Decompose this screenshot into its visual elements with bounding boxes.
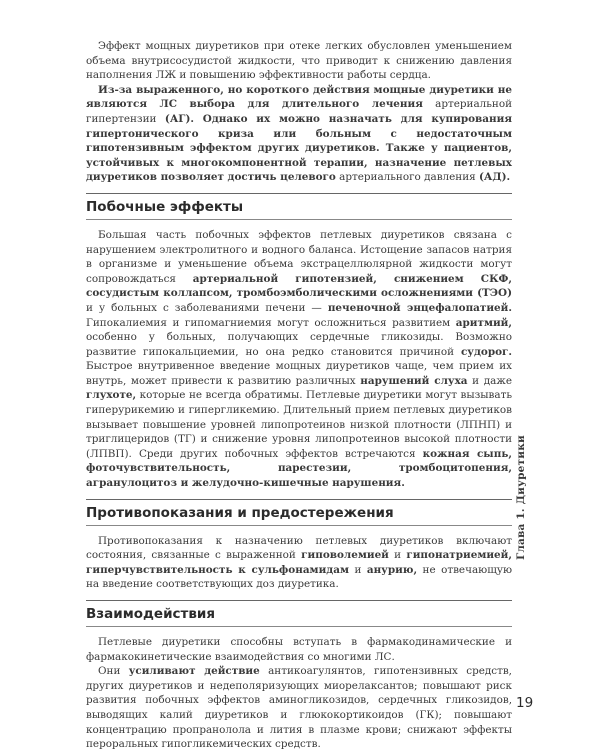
text-run: которые не всегда обратимы. Петлевые диуретики могут вызывать гиперурикемию и гипергликемию. Длительный прием петлевых диуретиков вызывает повышение уровней липопротеинов низкой плотности (ЛПНП) и триглицеридов (ТГ) и снижение уровня липопротеинов высокой плотности (ЛПВП). Среди других побочных эффектов встречаются (86, 389, 512, 460)
bold-run: усиливают действие (128, 665, 260, 678)
page-content (86, 39, 512, 752)
text-run: не отвечающую на введение соответствующих доз диуретика. (86, 563, 513, 591)
bold-run: гиповолемией (301, 549, 389, 562)
bold-run: артериальной гипотензией, снижением СКФ, сосудистым коллапсом, тромбоэмболическими осложнениями (ТЭО) (86, 272, 513, 300)
bold-run: кожная сыпь, фоточувствительность, парестезии, тромбоцитопения, агранулоцитоз и желудочно-кишечные нарушения. (86, 447, 512, 490)
text-run: и у больных с заболеваниями печени — (86, 301, 328, 314)
intro-bold-1: Из-за выраженного, но короткого действия мощные диуретики не являются ЛС выбора для длительного лечения (86, 83, 512, 111)
interactions-paragraph-1: Петлевые диуретики способны вступать в фармакодинамические и фармакокинетические взаимодействия со многими ЛС. (86, 636, 512, 663)
bold-run: анурию, (366, 563, 418, 576)
section-title: Взаимодействия (86, 606, 216, 622)
interactions-paragraph-2 (86, 664, 512, 752)
text-run: Противопоказания к назначению петлевых диуретиков включают состояния, связанные с выраженной (86, 534, 512, 562)
text-run: и (348, 563, 367, 576)
section-contraindications (86, 499, 512, 592)
bold-run: гипонатриемией, гиперчувствительность к сульфонамидам (86, 549, 512, 576)
bold-run: судорог. (460, 345, 512, 358)
bold-run: аритмий, (455, 316, 512, 329)
intro-paragraph-2 (86, 83, 512, 185)
intro-text-1: артериальной гипертензии (86, 98, 513, 125)
text-run: Большая часть побочных эффектов петлевых диуретиков связана с нарушением электролитного и водного баланса. Истощение запасов натрия в организме и уменьшение объема экстрацеллюлярной жидкости могут сопровождаться (86, 228, 512, 285)
bold-run: нарушений слуха (360, 374, 468, 387)
text-run: и даже (467, 374, 512, 387)
section-header (86, 601, 512, 627)
section-title: Побочные эффекты (86, 198, 244, 215)
intro-bold-3: (АД). (479, 171, 511, 184)
text-run: Быстрое внутривенное введение мощных диуретиков чаще, чем прием их внутрь, может привести к развитию различных (86, 360, 512, 387)
text-run: Они (98, 665, 129, 678)
bold-run: глухоте, (86, 389, 137, 402)
chapter-running-head: Глава 1. Диуретики (515, 435, 527, 560)
text-run: и (388, 549, 407, 562)
text-run: особенно у больных, получающих сердечные гликозиды. Возможно развитие гипокальциемии, но она редко становится причиной (86, 331, 512, 358)
section-header (86, 500, 512, 526)
intro-paragraph-1: Эффект мощных диуретиков при отеке легких обусловлен уменьшением объема внутрисосудистой жидкости, что приводит к снижению давления наполнения ЛЖ и повышению эффективности работы сердца. (86, 40, 512, 82)
intro-text-2: артериального давления (335, 171, 480, 184)
section-header (86, 194, 512, 220)
contraindications-paragraph (86, 534, 512, 592)
section-interactions (86, 600, 512, 752)
bold-run: печеночной энцефалопатией. (327, 301, 512, 314)
page-number: 19 (516, 695, 534, 711)
section-title: Противопоказания и предостережения (86, 504, 394, 521)
side-effects-paragraph (86, 228, 512, 491)
intro-bold-2: (АГ). Однако их можно назначать для купирования гипертонического криза или больным с недостаточным гипотензивным эффектом других диуретиков. Также у пациентов, устойчивых к многокомпонентной терапии, назначение петлевых диуретиков позволяет достичь целевого (86, 112, 512, 184)
section-side-effects (86, 193, 512, 491)
text-run: антикоагулянтов, гипотензивных средств, других диуретиков и недеполяризующих миорелаксантов; повышают риск развития побочных эффектов аминогликозидов, сердечных гликозидов, выводящих калий диуретиков и глюкокортикоидов (ГК); повышают концентрацию пропранолола и лития в плазме крови; снижают эффекты пероральных гипогликемических средств. (86, 665, 512, 751)
text-run: Гипокалиемия и гипомагниемия могут осложниться развитием (86, 316, 456, 329)
